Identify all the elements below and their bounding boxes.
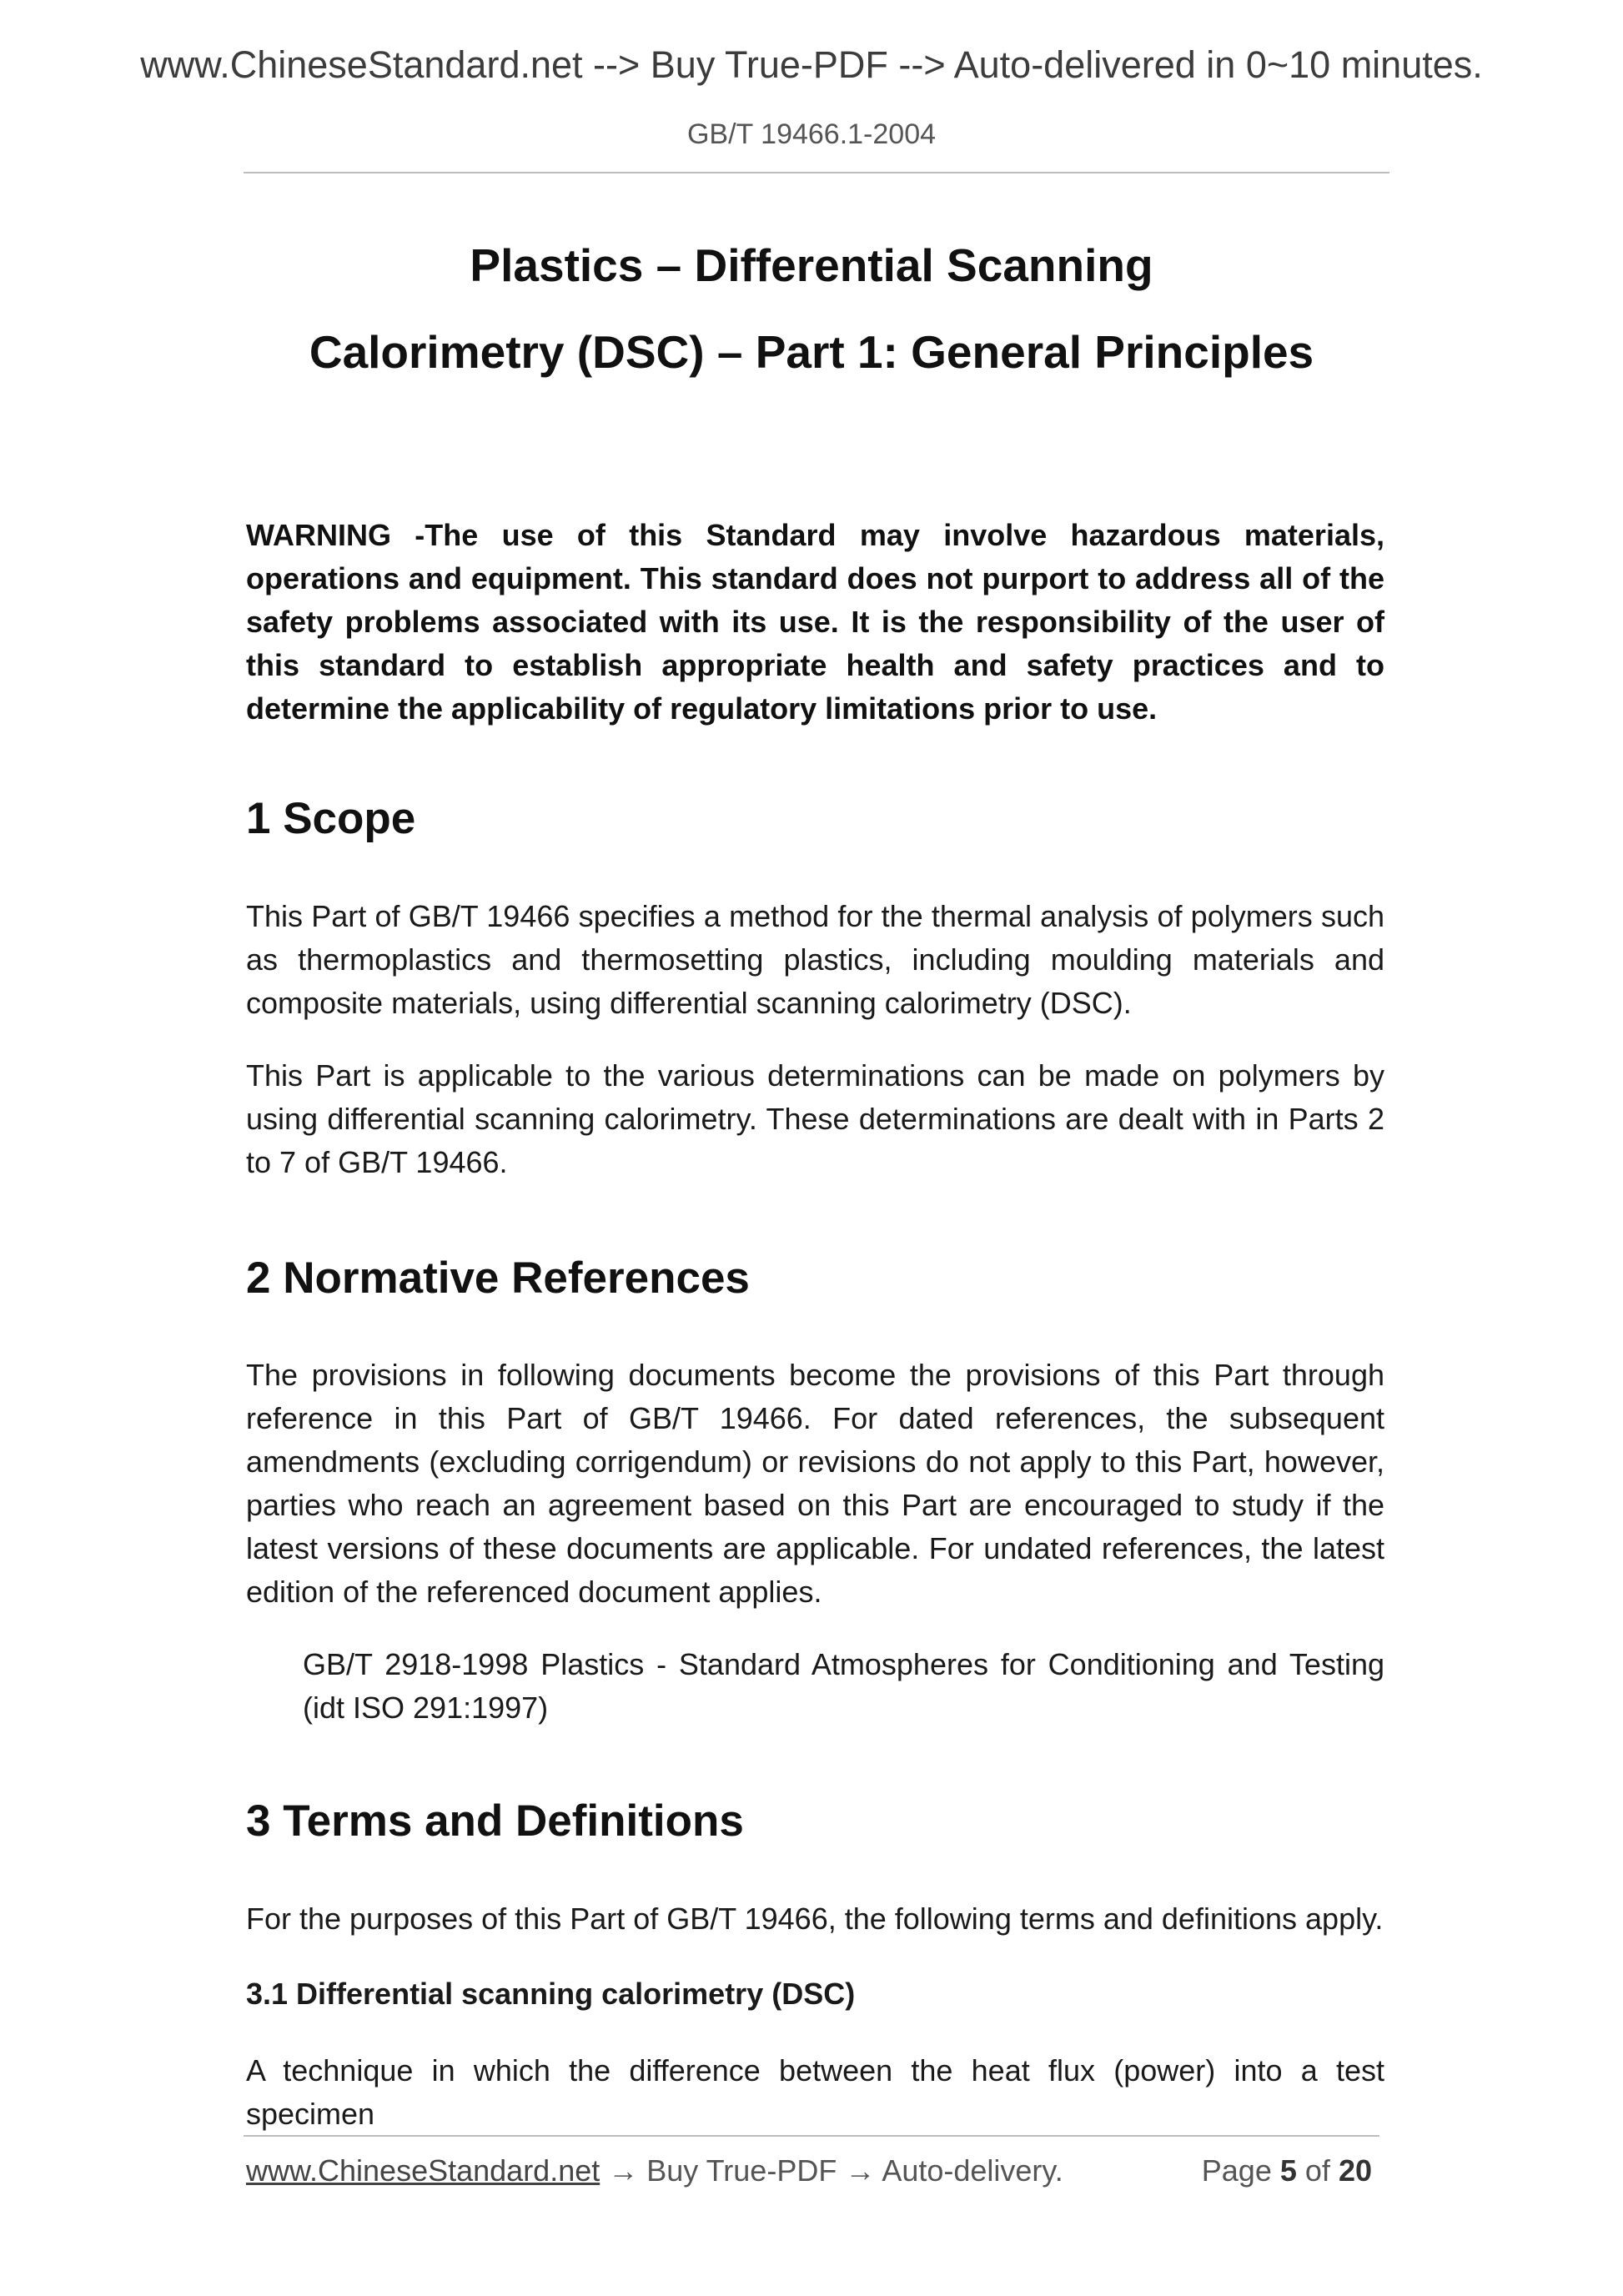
scope-paragraph-1: This Part of GB/T 19466 specifies a method for the thermal analysis of polymers such as thermoplastics and thermosetting plastics, including moulding materials and composite materials, using differential scanning calorimetry (DSC).	[246, 899, 1384, 1020]
normative-paragraph: The provisions in following documents become the provisions of this Part through reference in this Part of GB/T 19466. For dated references, the subsequent amendments (excluding corrigendum) or revisions do not apply to this Part, however, parties who reach an agreement based on this Part are encouraged to study if the latest versions of these documents are applicable. For undated references, the latest edition of the referenced document applies.	[246, 1358, 1384, 1609]
section-heading-scope: 1 Scope	[246, 794, 416, 843]
footer-link[interactable]: www.ChineseStandard.net	[246, 2153, 600, 2188]
section-heading-terms: 3 Terms and Definitions	[246, 1796, 744, 1846]
footer-divider	[244, 2135, 1379, 2137]
of-label: of	[1304, 2153, 1330, 2188]
document-title-line-2: Calorimetry (DSC) – Part 1: General Principles	[309, 326, 1314, 378]
top-banner[interactable]: www.ChineseStandard.net --> Buy True-PDF --> Auto-delivered in 0~10 minutes.	[140, 43, 1483, 86]
term-heading-dsc: 3.1 Differential scanning calorimetry (DSC)	[246, 1977, 856, 2011]
total-pages: 20	[1338, 2153, 1372, 2188]
scope-paragraph-2: This Part is applicable to the various determinations can be made on polymers by using differential scanning calorimetry. These determinations are dealt with in Parts 2 to 7 of GB/T 19466.	[246, 1058, 1384, 1179]
normative-reference-item: GB/T 2918-1998 Plastics - Standard Atmospheres for Conditioning and Testing (idt ISO 291:1997)	[303, 1647, 1384, 1725]
term-definition-dsc: A technique in which the difference between the heat flux (power) into a test specimen	[246, 2053, 1384, 2131]
header-divider	[244, 172, 1389, 173]
page-label: Page	[1201, 2153, 1272, 2188]
document-title-line-1: Plastics – Differential Scanning	[470, 239, 1153, 291]
page-number: 5	[1279, 2153, 1297, 2188]
standard-code: GB/T 19466.1-2004	[686, 118, 937, 150]
page-indicator	[1202, 2153, 1372, 2188]
footer-text: → Buy True-PDF → Auto-delivery.	[600, 2153, 1063, 2188]
section-heading-normative-references: 2 Normative References	[246, 1254, 750, 1303]
warning-paragraph: WARNING -The use of this Standard may involve hazardous materials, operations and equipment. This standard does not purport to address all of the safety problems associated with its use. It is the responsibility of the user of this standard to establish appropriate health and safety practices and to determine the applicability of regulatory limitations prior to use.	[246, 518, 1384, 726]
terms-paragraph-1: For the purposes of this Part of GB/T 19466, the following terms and definitions apply.	[246, 1902, 1384, 1936]
